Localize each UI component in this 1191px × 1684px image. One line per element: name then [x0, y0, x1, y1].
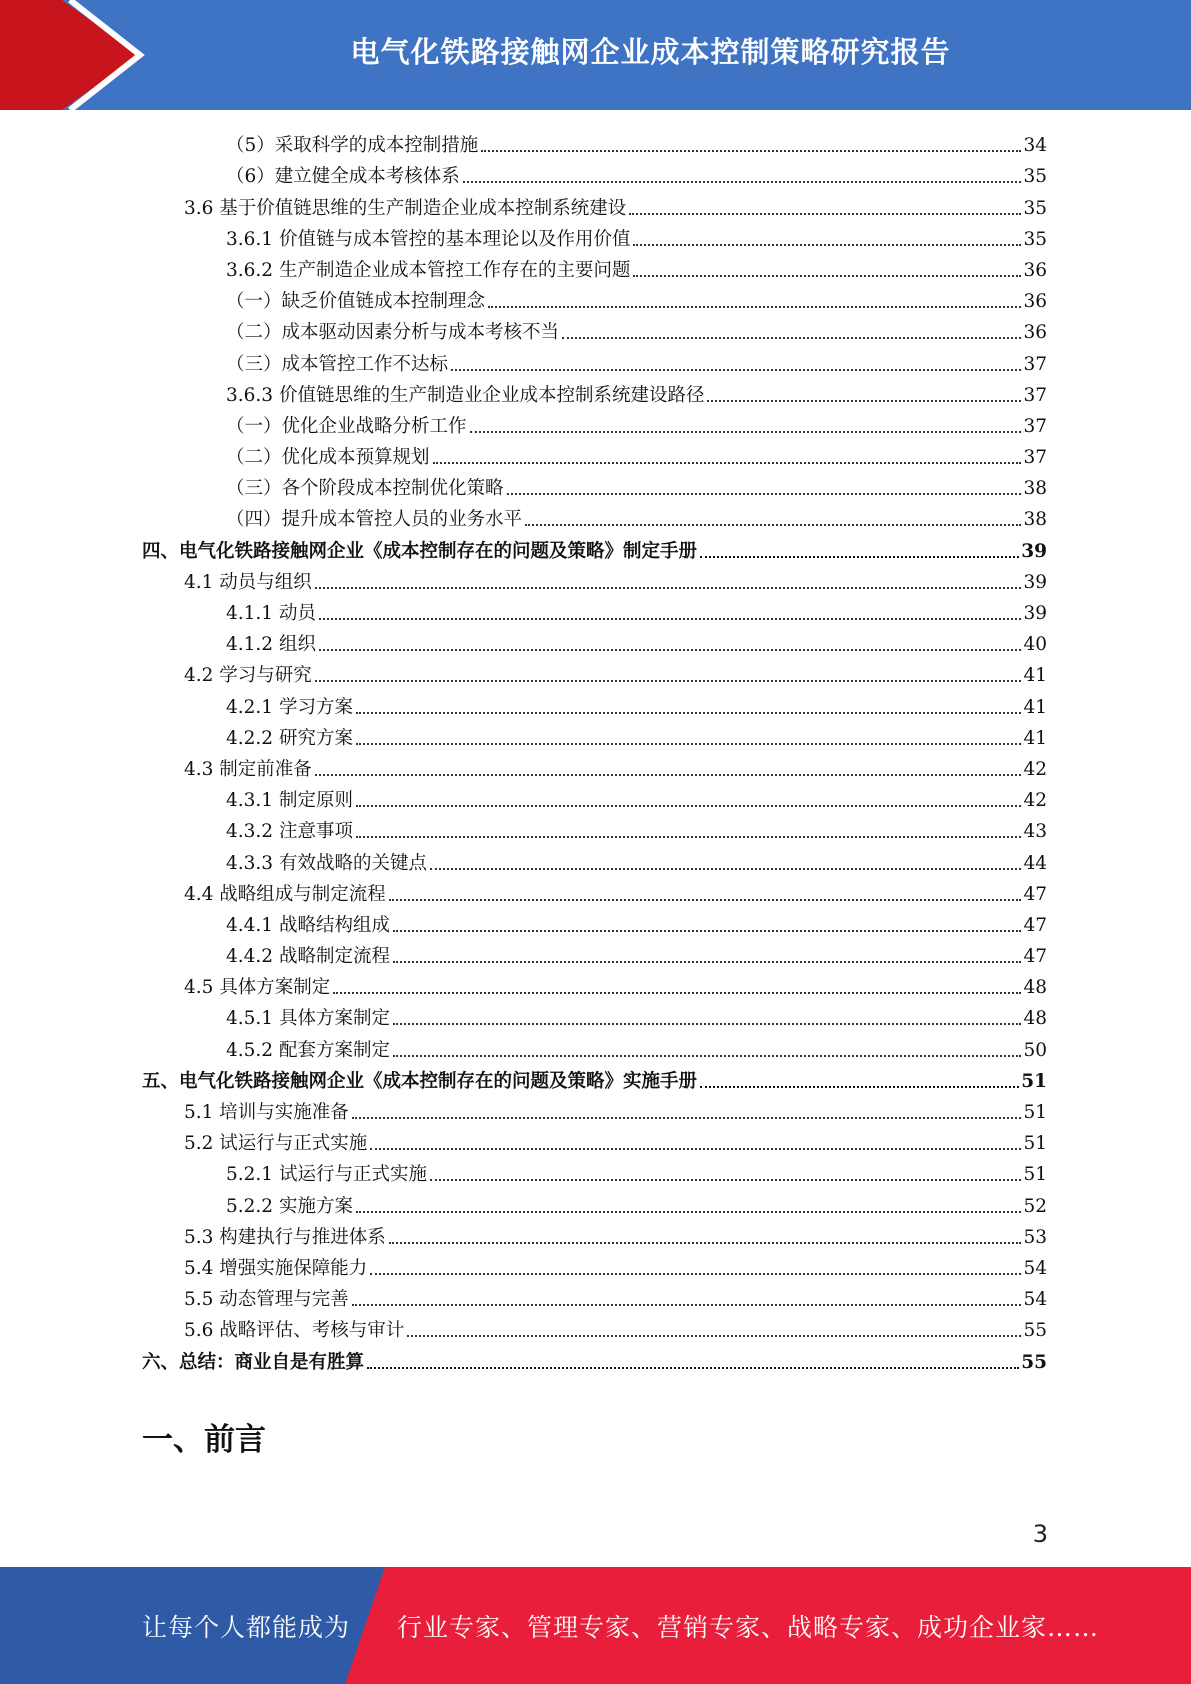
toc-entry-page: 40	[1023, 634, 1047, 656]
toc-entry[interactable]	[142, 533, 1047, 564]
toc-dot-leader	[356, 1211, 1022, 1213]
toc-dot-leader	[633, 244, 1021, 246]
toc-dot-leader	[356, 743, 1022, 745]
toc-dot-leader	[707, 400, 1021, 402]
table-of-contents	[142, 128, 1047, 1376]
toc-entry-title: 5.5 动态管理与完善	[184, 1289, 349, 1311]
toc-entry-title: 4.1.2 组织	[226, 634, 316, 656]
toc-dot-leader	[633, 275, 1021, 277]
toc-entry-title: （四）提升成本管控人员的业务水平	[226, 509, 523, 531]
toc-entry-page: 41	[1023, 696, 1047, 718]
toc-entry-page: 37	[1023, 353, 1047, 375]
toc-entry-page: 42	[1023, 758, 1047, 780]
toc-entry-page: 41	[1023, 727, 1047, 749]
toc-entry-page: 43	[1023, 821, 1047, 843]
toc-entry[interactable]	[142, 253, 1047, 284]
toc-entry-title: 4.2.2 研究方案	[226, 727, 353, 749]
toc-entry-title: 5.2 试运行与正式实施	[184, 1133, 368, 1155]
toc-entry-page: 51	[1023, 1133, 1047, 1155]
toc-entry-title: 3.6 基于价值链思维的生产制造企业成本控制系统建设	[184, 197, 627, 219]
toc-dot-leader	[356, 712, 1022, 714]
toc-entry-title: 4.5.2 配套方案制定	[226, 1039, 390, 1061]
toc-entry[interactable]	[142, 1188, 1047, 1219]
toc-entry-title: 五、电气化铁路接触网企业《成本控制存在的问题及策略》实施手册	[142, 1070, 698, 1092]
toc-entry[interactable]	[142, 877, 1047, 908]
toc-entry-page: 39	[1023, 571, 1047, 593]
page-number: 3	[1032, 1520, 1048, 1548]
toc-entry-title: 4.5.1 具体方案制定	[226, 1008, 390, 1030]
toc-dot-leader	[389, 899, 1022, 901]
toc-dot-leader	[700, 556, 1019, 558]
toc-entry-page: 47	[1023, 883, 1047, 905]
toc-entry-page: 39	[1023, 603, 1047, 624]
toc-entry[interactable]	[142, 908, 1047, 939]
toc-entry-page: 34	[1023, 135, 1047, 157]
toc-entry[interactable]	[142, 409, 1047, 440]
toc-entry-title: 5.1 培训与实施准备	[184, 1102, 349, 1123]
toc-dot-leader	[700, 1086, 1019, 1088]
toc-entry-title: 3.6.1 价值链与成本管控的基本理论以及作用价值	[226, 228, 631, 250]
toc-dot-leader	[451, 369, 1021, 371]
toc-dot-leader	[463, 181, 1022, 183]
toc-dot-leader	[356, 836, 1022, 838]
footer-slogan-left: 让每个人都能成为	[142, 1612, 351, 1642]
toc-entry-title: 5.3 构建执行与推进体系	[184, 1226, 386, 1248]
toc-entry-title: （二）优化成本预算规划	[226, 447, 430, 469]
toc-entry-page: 50	[1023, 1039, 1047, 1061]
footer-slogan-right: 行业专家、管理专家、营销专家、战略专家、成功企业家……	[397, 1612, 1100, 1642]
toc-entry-title: 4.5 具体方案制定	[184, 977, 331, 999]
toc-entry-page: 36	[1023, 259, 1047, 281]
toc-entry-title: 5.2.1 试运行与正式实施	[226, 1164, 427, 1186]
toc-entry[interactable]	[142, 1095, 1047, 1126]
toc-entry-title: （一）优化企业战略分析工作	[226, 415, 467, 437]
toc-entry-title: 3.6.3 价值链思维的生产制造业企业成本控制系统建设路径	[226, 384, 705, 406]
toc-entry[interactable]	[142, 315, 1047, 346]
toc-entry[interactable]	[142, 222, 1047, 253]
toc-entry[interactable]	[142, 845, 1047, 876]
header-arrow-decoration	[0, 0, 160, 110]
toc-entry[interactable]	[142, 284, 1047, 315]
toc-entry[interactable]	[142, 1157, 1047, 1188]
toc-dot-leader	[507, 493, 1022, 495]
toc-entry-page: 35	[1023, 228, 1047, 250]
toc-entry-page: 38	[1023, 478, 1047, 500]
toc-entry-title: 4.3.3 有效战略的关键点	[226, 852, 427, 874]
toc-entry[interactable]	[142, 1344, 1047, 1375]
toc-entry[interactable]	[142, 1001, 1047, 1032]
toc-entry-page: 51	[1023, 1164, 1047, 1186]
page-header	[0, 0, 1191, 110]
toc-entry[interactable]	[142, 596, 1047, 627]
toc-dot-leader	[389, 1242, 1022, 1244]
toc-entry[interactable]	[142, 378, 1047, 409]
toc-dot-leader	[430, 868, 1021, 870]
toc-dot-leader	[315, 587, 1022, 589]
toc-dot-leader	[393, 1023, 1021, 1025]
toc-dot-leader	[370, 1148, 1021, 1150]
toc-entry-title: （一）缺乏价值链成本控制理念	[226, 291, 486, 313]
toc-entry-title: （三）成本管控工作不达标	[226, 353, 449, 375]
toc-entry-page: 42	[1023, 790, 1047, 812]
toc-entry-title: 4.3.1 制定原则	[226, 790, 353, 812]
toc-dot-leader	[430, 1179, 1021, 1181]
toc-dot-leader	[319, 649, 1022, 651]
toc-entry[interactable]	[142, 440, 1047, 471]
toc-entry[interactable]	[142, 502, 1047, 533]
toc-dot-leader	[393, 961, 1021, 963]
toc-entry-title: 4.3.2 注意事项	[226, 821, 353, 843]
toc-entry-page: 55	[1021, 1351, 1047, 1373]
toc-entry-page: 35	[1023, 197, 1047, 219]
toc-entry-page: 51	[1021, 1070, 1047, 1092]
toc-entry-title: 4.4.2 战略制定流程	[226, 946, 390, 968]
toc-entry-page: 41	[1023, 665, 1047, 687]
toc-entry-title: 4.3 制定前准备	[184, 758, 312, 780]
toc-dot-leader	[393, 930, 1021, 932]
toc-entry-page: 47	[1023, 946, 1047, 968]
toc-entry[interactable]	[142, 159, 1047, 190]
toc-entry-page: 44	[1023, 852, 1047, 874]
toc-entry[interactable]	[142, 721, 1047, 752]
toc-entry[interactable]	[142, 970, 1047, 1001]
section-heading: 一、前言	[142, 1422, 266, 1458]
toc-dot-leader	[352, 1304, 1022, 1306]
toc-entry-page: 48	[1023, 1008, 1047, 1030]
toc-entry[interactable]	[142, 346, 1047, 377]
toc-entry-page: 37	[1023, 384, 1047, 406]
toc-entry-title: 4.1 动员与组织	[184, 571, 312, 593]
toc-entry[interactable]	[142, 627, 1047, 658]
toc-entry-page: 55	[1023, 1320, 1047, 1342]
toc-entry[interactable]	[142, 752, 1047, 783]
toc-dot-leader	[333, 992, 1021, 994]
toc-entry-title: （5）采取科学的成本控制措施	[226, 135, 479, 157]
toc-entry-page: 39	[1021, 540, 1047, 562]
toc-entry[interactable]	[142, 128, 1047, 159]
toc-entry[interactable]	[142, 1251, 1047, 1282]
toc-entry[interactable]	[142, 1126, 1047, 1157]
document-title: 电气化铁路接触网企业成本控制策略研究报告	[350, 34, 951, 69]
toc-entry-title: （二）成本驱动因素分析与成本考核不当	[226, 322, 560, 344]
toc-entry[interactable]	[142, 1313, 1047, 1344]
toc-dot-leader	[629, 213, 1021, 215]
toc-entry[interactable]	[142, 1220, 1047, 1251]
toc-entry-page: 54	[1023, 1289, 1047, 1311]
toc-entry-title: 六、总结：商业自是有胜算	[142, 1351, 365, 1373]
toc-entry-title: 5.2.2 实施方案	[226, 1195, 353, 1217]
toc-entry[interactable]	[142, 783, 1047, 814]
toc-entry-page: 53	[1023, 1226, 1047, 1248]
toc-entry-page: 47	[1023, 914, 1047, 936]
toc-dot-leader	[525, 524, 1021, 526]
toc-entry[interactable]	[142, 939, 1047, 970]
toc-entry[interactable]	[142, 190, 1047, 221]
toc-entry-title: 4.2.1 学习方案	[226, 696, 353, 718]
toc-entry-page: 51	[1023, 1102, 1047, 1123]
toc-dot-leader	[319, 618, 1022, 620]
toc-entry-page: 38	[1023, 509, 1047, 531]
toc-dot-leader	[433, 462, 1022, 464]
toc-entry-page: 52	[1023, 1195, 1047, 1217]
toc-entry-title: 5.6 战略评估、考核与审计	[184, 1320, 405, 1342]
toc-dot-leader	[315, 680, 1022, 682]
toc-entry[interactable]	[142, 689, 1047, 720]
toc-entry-title: 3.6.2 生产制造企业成本管控工作存在的主要问题	[226, 259, 631, 281]
toc-entry-page: 48	[1023, 977, 1047, 999]
toc-dot-leader	[407, 1335, 1021, 1337]
toc-entry-page: 37	[1023, 447, 1047, 469]
toc-entry[interactable]	[142, 471, 1047, 502]
toc-entry-title: 四、电气化铁路接触网企业《成本控制存在的问题及策略》制定手册	[142, 540, 698, 562]
toc-dot-leader	[562, 337, 1021, 339]
toc-entry-page: 54	[1023, 1257, 1047, 1279]
toc-entry[interactable]	[142, 565, 1047, 596]
toc-dot-leader	[352, 1117, 1022, 1119]
toc-dot-leader	[367, 1367, 1019, 1369]
toc-entry-title: 4.1.1 动员	[226, 603, 316, 624]
toc-entry[interactable]	[142, 814, 1047, 845]
toc-entry-title: （6）建立健全成本考核体系	[226, 166, 460, 188]
toc-dot-leader	[393, 1055, 1021, 1057]
toc-entry-title: 4.4.1 战略结构组成	[226, 914, 390, 936]
page-footer	[0, 1567, 1191, 1684]
toc-entry-title: 4.4 战略组成与制定流程	[184, 883, 386, 905]
toc-entry-page: 35	[1023, 166, 1047, 188]
toc-dot-leader	[488, 306, 1021, 308]
toc-entry-page: 37	[1023, 415, 1047, 437]
toc-dot-leader	[370, 1273, 1021, 1275]
toc-entry[interactable]	[142, 1282, 1047, 1313]
toc-entry[interactable]	[142, 658, 1047, 689]
toc-entry[interactable]	[142, 1064, 1047, 1095]
toc-entry-page: 36	[1023, 322, 1047, 344]
toc-entry-title: （三）各个阶段成本控制优化策略	[226, 478, 504, 500]
toc-dot-leader	[315, 774, 1022, 776]
toc-dot-leader	[356, 805, 1022, 807]
toc-entry[interactable]	[142, 1032, 1047, 1063]
toc-entry-page: 36	[1023, 291, 1047, 313]
toc-entry-title: 5.4 增强实施保障能力	[184, 1257, 368, 1279]
toc-dot-leader	[470, 431, 1022, 433]
toc-dot-leader	[481, 150, 1021, 152]
toc-entry-title: 4.2 学习与研究	[184, 665, 312, 687]
